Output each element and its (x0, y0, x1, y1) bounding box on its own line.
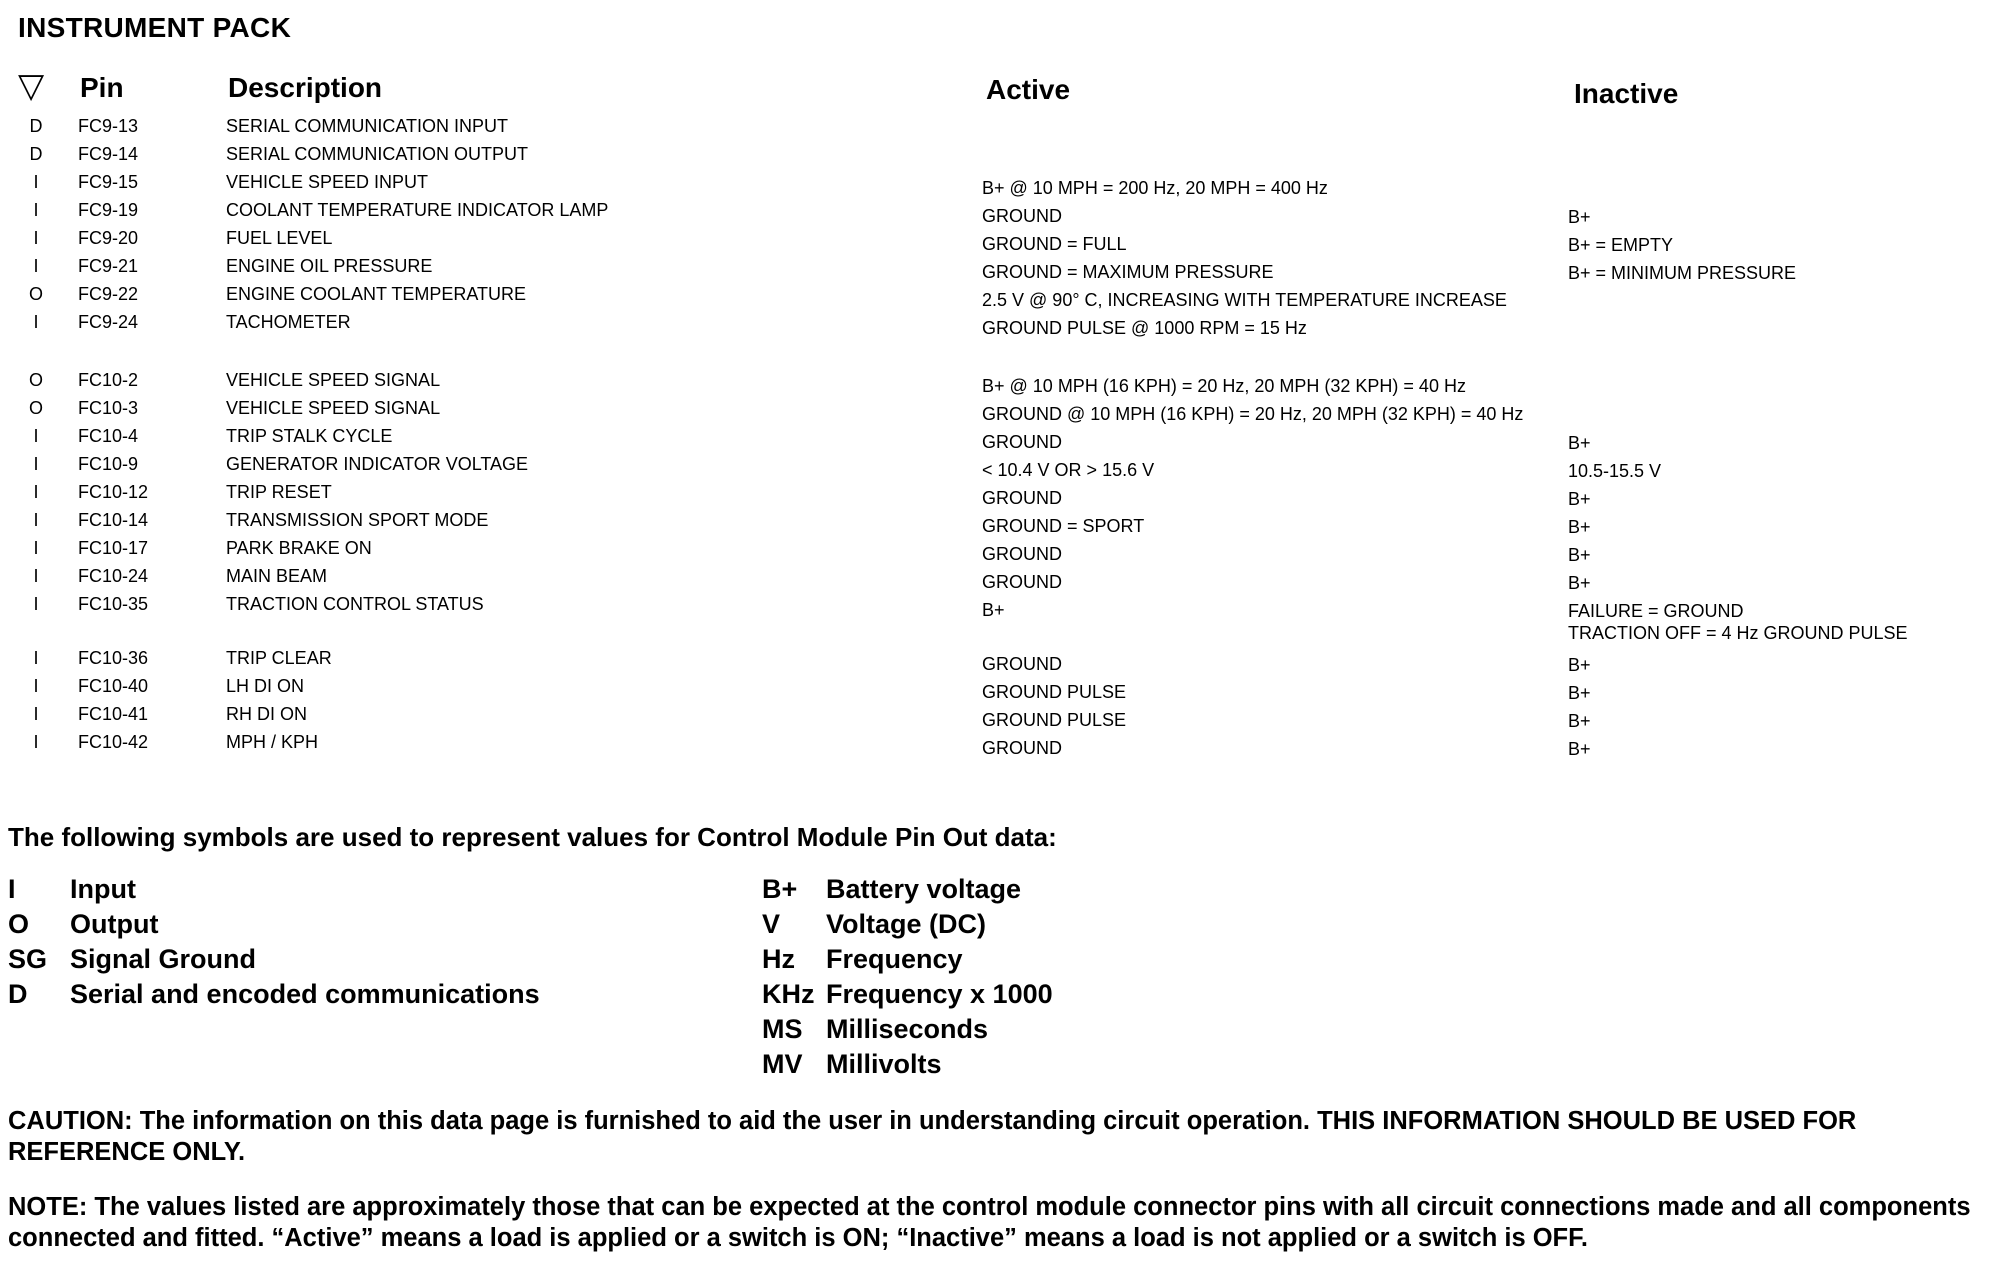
table-row (0, 116, 2012, 144)
table-row (0, 200, 2012, 228)
pin-description: TRANSMISSION SPORT MODE (226, 510, 489, 530)
pin-id: FC9-22 (78, 284, 139, 304)
pin-description: RH DI ON (226, 704, 307, 724)
pin-id: FC10-17 (78, 538, 149, 558)
pin-type: I (33, 538, 39, 558)
pin-description: ENGINE OIL PRESSURE (226, 256, 433, 276)
table-row (0, 284, 2012, 312)
pin-description: FUEL LEVEL (226, 228, 333, 248)
table-row (0, 566, 2012, 594)
description-column-header: Description (228, 72, 383, 103)
pin-type: I (33, 566, 39, 586)
legend-meaning: Millivolts (826, 1049, 942, 1079)
legend-symbol: I (8, 874, 16, 904)
legend-meaning: Signal Ground (70, 944, 256, 974)
table-row (0, 398, 2012, 426)
inactive-value: B+ (1568, 573, 1591, 593)
pin-id: FC9-13 (78, 116, 139, 136)
pin-type: I (33, 594, 39, 614)
pin-type: I (33, 256, 39, 276)
inactive-value: B+ (1568, 489, 1591, 509)
pin-id: FC9-24 (78, 312, 139, 332)
pin-type: I (33, 648, 39, 668)
symbol-column-header: ▽ (18, 67, 45, 105)
legend-symbol: KHz (762, 979, 815, 1009)
pin-id: FC10-40 (78, 676, 149, 696)
active-value: GROUND = FULL (982, 234, 1127, 254)
active-value: GROUND PULSE @ 1000 RPM = 15 Hz (982, 318, 1307, 338)
table-row (0, 312, 2012, 340)
note-text: NOTE: The values listed are approximately those that can be expected at the control module connector pins with all circuit connections made and all components connected and fitted. “Active” means a load is applied or a switch is ON; “Inactive” means a load is not applied or a switch is OFF. (8, 1193, 1971, 1252)
table-row (0, 594, 2012, 643)
inactive-value: B+ (1568, 739, 1591, 759)
pin-description: PARK BRAKE ON (226, 538, 372, 558)
table-row (0, 510, 2012, 538)
pin-id: FC9-20 (78, 228, 139, 248)
pin-description: TRIP CLEAR (226, 648, 332, 668)
table-row (0, 538, 2012, 566)
legend-symbol: MV (762, 1049, 803, 1079)
pin-type: I (33, 426, 39, 446)
table-row (0, 648, 2012, 676)
pin-type: I (33, 312, 39, 332)
table-row (0, 172, 2012, 200)
legend-meaning: Voltage (DC) (826, 909, 986, 939)
inactive-value: B+ = MINIMUM PRESSURE (1568, 263, 1797, 283)
legend-meaning: Milliseconds (826, 1014, 989, 1044)
legend-meaning: Serial and encoded communications (70, 979, 540, 1009)
legend-symbol: Hz (762, 944, 795, 974)
inactive-value: B+ (1568, 517, 1591, 537)
pin-id: FC10-41 (78, 704, 149, 724)
pin-description: MPH / KPH (226, 732, 319, 752)
active-value: 2.5 V @ 90° C, INCREASING WITH TEMPERATURE INCREASE (982, 290, 1507, 310)
table-row (0, 228, 2012, 256)
pin-type: I (33, 732, 39, 752)
table-row (0, 482, 2012, 510)
pin-type: I (33, 676, 39, 696)
pin-description: GENERATOR INDICATOR VOLTAGE (226, 454, 529, 474)
table-row (0, 676, 2012, 704)
pin-id: FC10-9 (78, 454, 139, 474)
pin-id: FC10-4 (78, 426, 139, 446)
pin-id: FC9-15 (78, 172, 139, 192)
symbols-intro: The following symbols are used to represent values for Control Module Pin Out data: (8, 822, 1057, 852)
pin-id: FC10-35 (78, 594, 149, 614)
legend-meaning: Output (70, 909, 159, 939)
pin-id: FC10-42 (78, 732, 149, 752)
active-value: B+ @ 10 MPH (16 KPH) = 20 Hz, 20 MPH (32 KPH) = 40 Hz (982, 376, 1466, 396)
pin-description: VEHICLE SPEED SIGNAL (226, 398, 441, 418)
legend-meaning: Frequency x 1000 (826, 979, 1053, 1009)
active-value: GROUND @ 10 MPH (16 KPH) = 20 Hz, 20 MPH (32 KPH) = 40 Hz (982, 404, 1524, 424)
active-value: GROUND PULSE (982, 682, 1127, 702)
pin-id: FC10-24 (78, 566, 149, 586)
table-row (0, 256, 2012, 284)
pin-type: D (29, 144, 43, 164)
table-row (0, 704, 2012, 732)
inactive-value: B+ (1568, 207, 1591, 227)
pin-id: FC10-2 (78, 370, 139, 390)
pin-description: TRIP STALK CYCLE (226, 426, 393, 446)
legend-symbol: MS (762, 1014, 803, 1044)
pin-description: VEHICLE SPEED SIGNAL (226, 370, 441, 390)
pin-type: I (33, 172, 39, 192)
pin-type: O (28, 398, 43, 418)
pin-description: MAIN BEAM (226, 566, 328, 586)
pin-id: FC9-21 (78, 256, 139, 276)
inactive-value: B+ (1568, 655, 1591, 675)
inactive-value: FAILURE = GROUND TRACTION OFF = 4 Hz GROUND PULSE (1568, 601, 1908, 643)
legend-meaning: Frequency (826, 944, 963, 974)
legend-symbol: O (8, 909, 30, 939)
pin-type: I (33, 200, 39, 220)
active-value: GROUND (982, 432, 1062, 452)
pin-type: D (29, 116, 43, 136)
active-value: B+ (982, 600, 1005, 620)
pin-type: I (33, 704, 39, 724)
pin-type: O (28, 284, 43, 304)
table-row (0, 454, 2012, 482)
pin-id: FC10-36 (78, 648, 149, 668)
table-row (0, 144, 2012, 172)
pin-column-header: Pin (80, 72, 124, 103)
pin-id: FC10-3 (78, 398, 139, 418)
legend-symbol: B+ (762, 874, 798, 904)
inactive-value: B+ (1568, 433, 1591, 453)
table-row (0, 732, 2012, 760)
pin-description: TRACTION CONTROL STATUS (226, 594, 484, 614)
pin-description: SERIAL COMMUNICATION OUTPUT (226, 144, 529, 164)
table-row (0, 370, 2012, 398)
page-title: INSTRUMENT PACK (18, 12, 292, 43)
active-value: GROUND PULSE (982, 710, 1127, 730)
pin-id: FC10-14 (78, 510, 149, 530)
inactive-column-header: Inactive (1574, 78, 1679, 109)
active-value: GROUND = SPORT (982, 516, 1145, 536)
active-value: GROUND (982, 488, 1062, 508)
pin-description: ENGINE COOLANT TEMPERATURE (226, 284, 527, 304)
pin-description: COOLANT TEMPERATURE INDICATOR LAMP (226, 200, 609, 220)
table-row (0, 426, 2012, 454)
legend-symbol: SG (8, 944, 48, 974)
active-value: GROUND (982, 738, 1062, 758)
caution-text: CAUTION: The information on this data page is furnished to aid the user in understanding circuit operation. THIS INFORMATION SHOULD BE USED FOR REFERENCE ONLY. (8, 1107, 1857, 1166)
active-value: < 10.4 V OR > 15.6 V (982, 460, 1155, 480)
inactive-value: B+ (1568, 545, 1591, 565)
pin-type: I (33, 454, 39, 474)
pin-type: I (33, 228, 39, 248)
legend-symbol: D (8, 979, 28, 1009)
inactive-value: B+ (1568, 683, 1591, 703)
pin-id: FC9-14 (78, 144, 139, 164)
pin-description: SERIAL COMMUNICATION INPUT (226, 116, 509, 136)
active-value: GROUND (982, 544, 1062, 564)
active-value: GROUND (982, 654, 1062, 674)
pin-id: FC10-12 (78, 482, 149, 502)
pin-type: I (33, 482, 39, 502)
active-value: B+ @ 10 MPH = 200 Hz, 20 MPH = 400 Hz (982, 178, 1328, 198)
legend-symbol: V (762, 909, 781, 939)
active-column-header: Active (986, 74, 1071, 105)
inactive-value: 10.5-15.5 V (1568, 461, 1662, 481)
pin-description: VEHICLE SPEED INPUT (226, 172, 429, 192)
pin-description: TACHOMETER (226, 312, 351, 332)
pin-id: FC9-19 (78, 200, 139, 220)
inactive-value: B+ (1568, 711, 1591, 731)
legend-meaning: Battery voltage (826, 874, 1022, 904)
pin-type: I (33, 510, 39, 530)
pin-description: LH DI ON (226, 676, 305, 696)
legend-meaning: Input (70, 874, 136, 904)
active-value: GROUND (982, 572, 1062, 592)
inactive-value: B+ = EMPTY (1568, 235, 1674, 255)
active-value: GROUND = MAXIMUM PRESSURE (982, 262, 1274, 282)
pin-type: O (28, 370, 43, 390)
pin-description: TRIP RESET (226, 482, 332, 502)
active-value: GROUND (982, 206, 1062, 226)
